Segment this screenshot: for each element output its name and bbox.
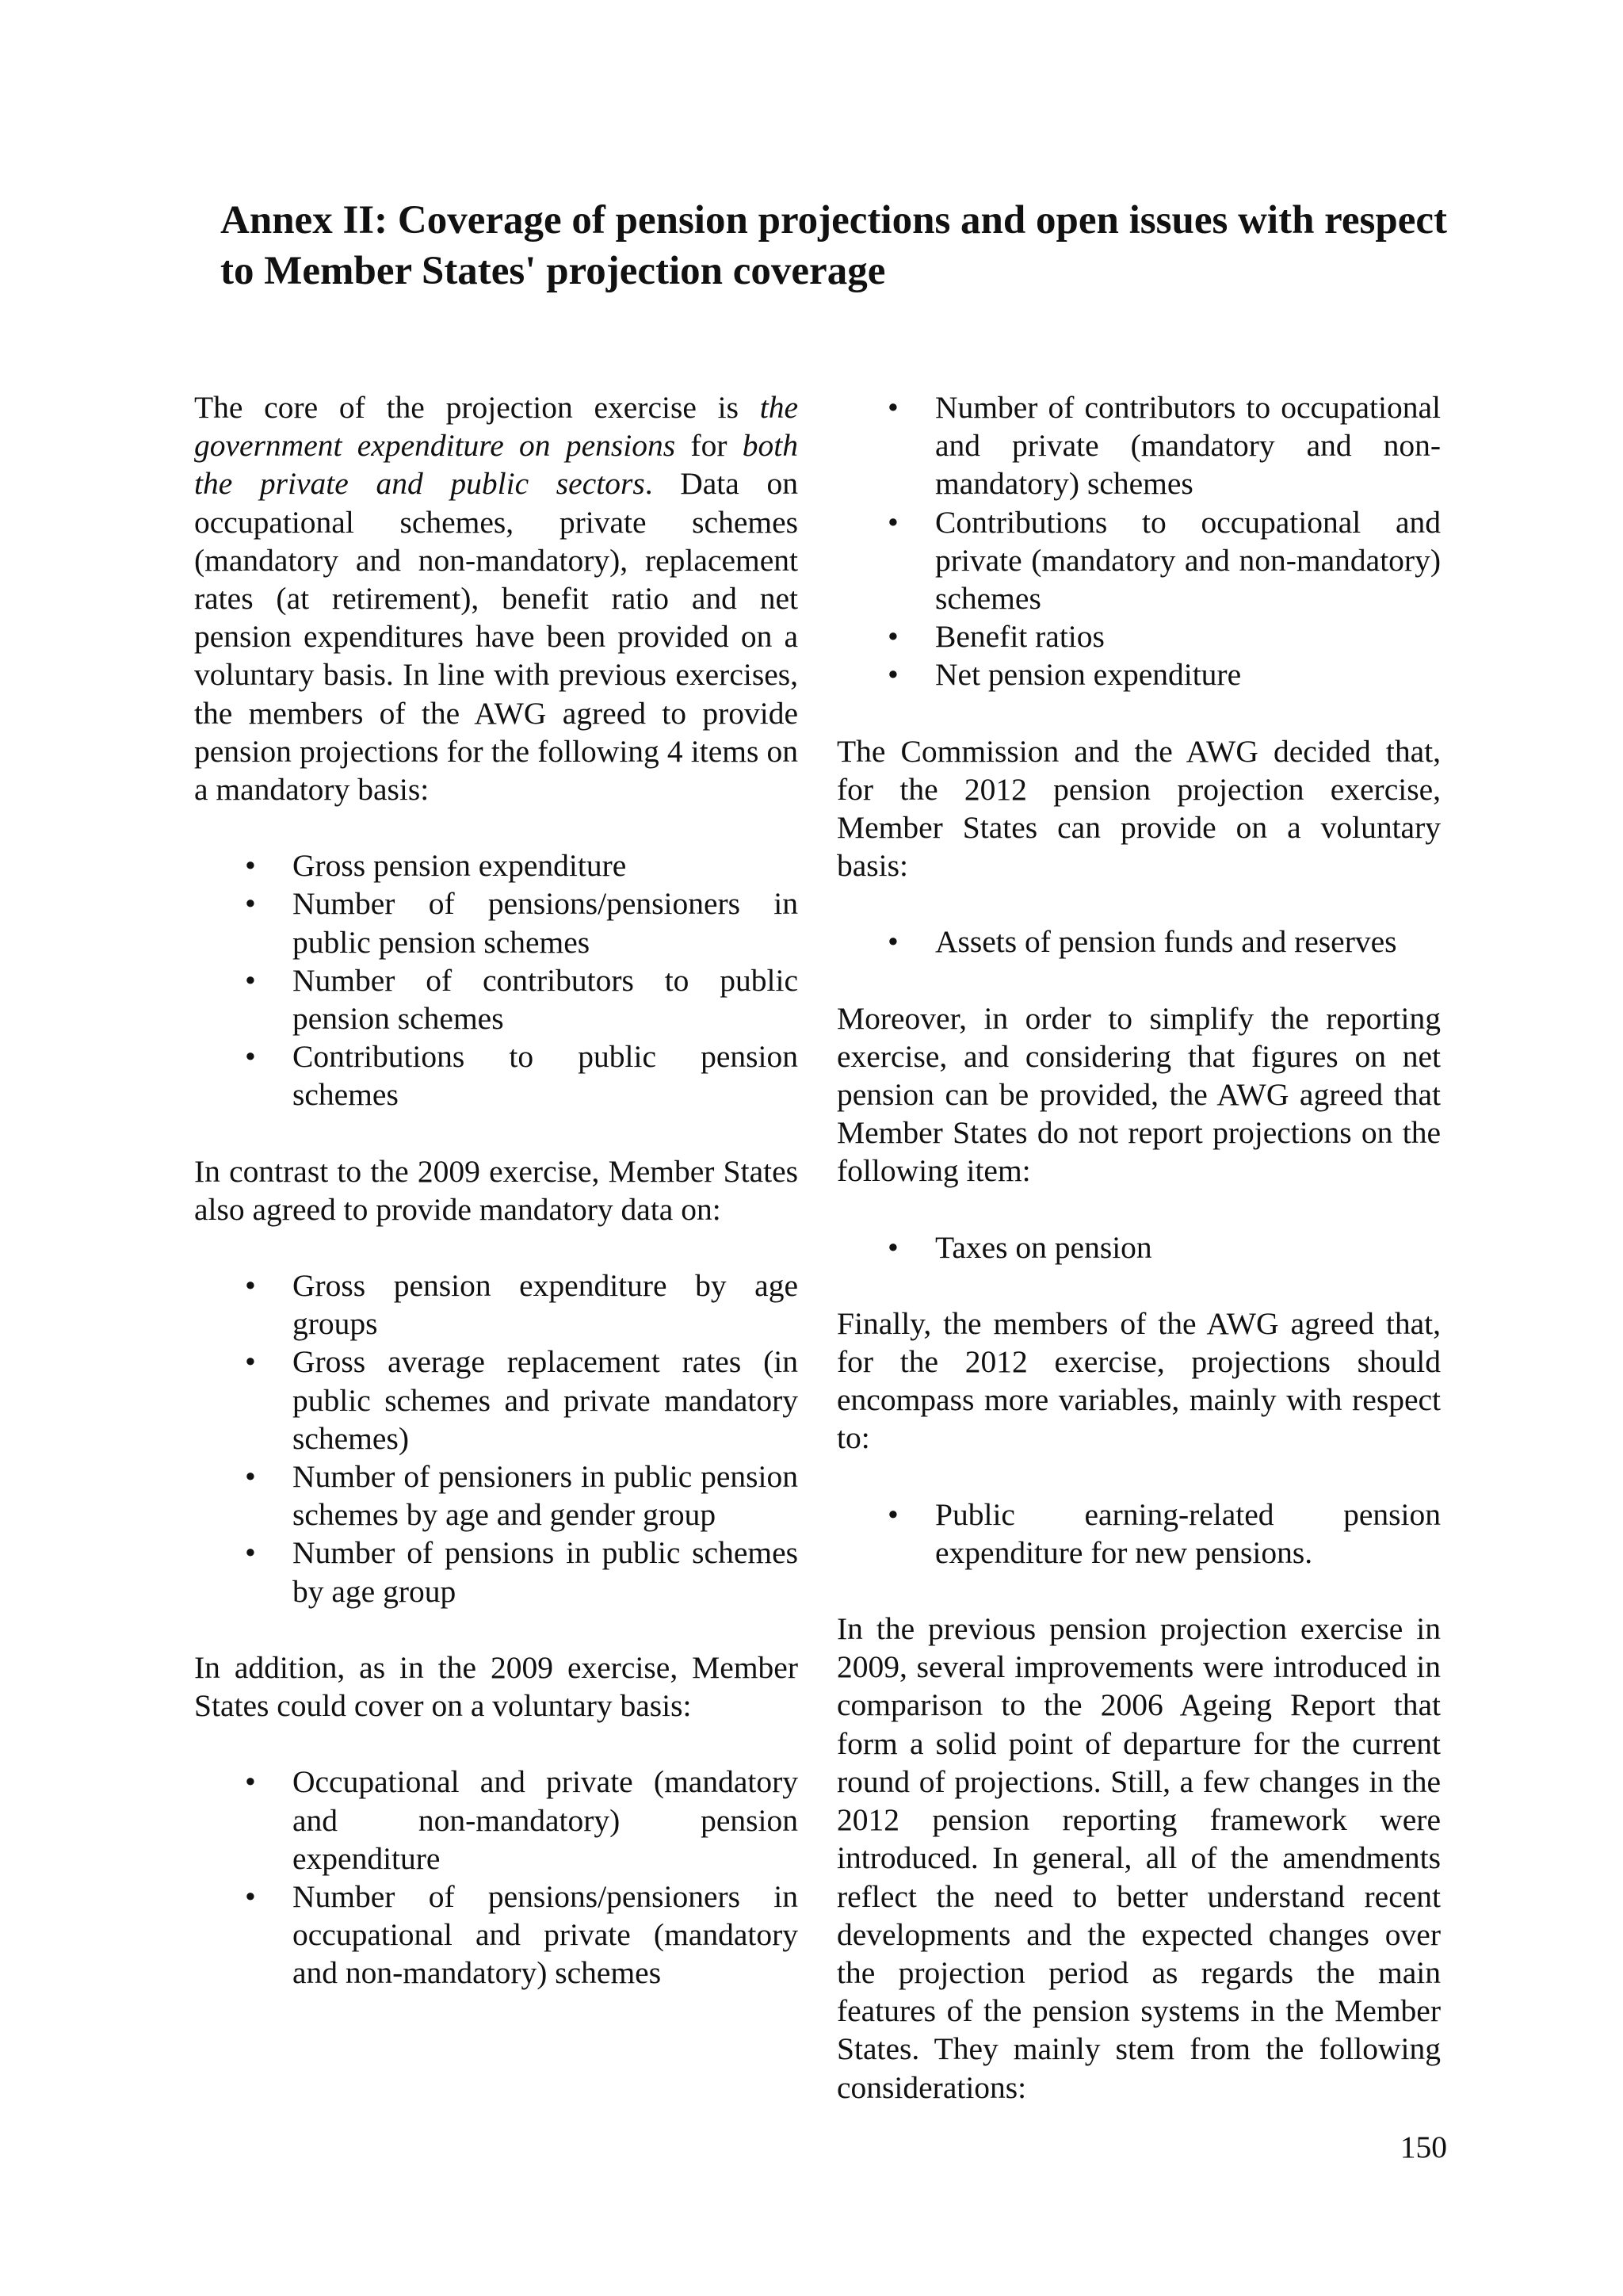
intro-text-2: for bbox=[675, 428, 743, 464]
list-item: • Net pension expenditure bbox=[935, 655, 1441, 693]
list-item: • Gross pension expenditure bbox=[292, 846, 798, 884]
list-item: • Number of pensioners in public pension schemes by age and gender group bbox=[292, 1457, 798, 1534]
taxes-items-list bbox=[837, 1228, 1441, 1266]
intro-text-1: The core of the projection exercise is bbox=[194, 390, 760, 425]
list-item: • Number of pensions/pensioners in public pension schemes bbox=[292, 884, 798, 961]
list-item: • Public earning-related pension expenditure for new pensions. bbox=[935, 1496, 1441, 1572]
left-column bbox=[194, 388, 798, 1992]
list-item: • Benefit ratios bbox=[935, 617, 1441, 655]
intro-emphasis-2: both the private and public sectors bbox=[194, 428, 799, 502]
list-item: • Contributions to occupational and private (mandatory and non-mandatory) schemes bbox=[935, 503, 1441, 618]
intro-paragraph bbox=[194, 388, 798, 808]
list-item: • Number of contributors to public pension schemes bbox=[292, 961, 798, 1037]
intro-text-3: . Data on occupational schemes, private schemes (mandatory and non-mandatory), replacement rates (at retirement), benefit ratio and net pension expenditures have been provided on a voluntary basis. In line with previous exercises, the members of the AWG agreed to provide pension projections for the following 4 items on a mandatory basis: bbox=[194, 466, 798, 808]
list-item: • Number of pensions/pensioners in occupational and private (mandatory and non-mandatory) schemes bbox=[292, 1878, 798, 1992]
intro-emphasis-1: the government expenditure on pensions bbox=[194, 390, 798, 464]
new-mandatory-items-list bbox=[194, 1266, 798, 1610]
list-item: • Gross pension expenditure by age groups bbox=[292, 1266, 798, 1343]
voluntary-items-list bbox=[194, 1763, 798, 1992]
list-item: • Taxes on pension bbox=[935, 1228, 1441, 1266]
assets-items-list bbox=[837, 923, 1441, 961]
voluntary-items-continued-list bbox=[837, 388, 1441, 694]
moreover-paragraph: Moreover, in order to simplify the reporting exercise, and considering that figures on net pension can be provided, the AWG agreed that Member States do not report projections on the following item: bbox=[837, 1000, 1441, 1189]
right-column bbox=[837, 388, 1441, 2107]
previous-paragraph: In the previous pension projection exercise in 2009, several improvements were introduced in comparison to the 2006 Ageing Report that form a solid point of departure for the current round of projections. Still, a few changes in the 2012 pension reporting framework were introduced. In general, all of the amendments reflect the need to better understand recent developments and the expected changes over the projection period as regards the main features of the pension systems in the Member States. They mainly stem from the following considerations: bbox=[837, 1611, 1441, 2105]
public-items-list bbox=[837, 1496, 1441, 1572]
list-item: • Number of pensions in public schemes by age group bbox=[292, 1534, 798, 1610]
page-title: Annex II: Coverage of pension projections and open issues with respect to Member States' projection coverage bbox=[220, 198, 1448, 293]
contrast-paragraph: In contrast to the 2009 exercise, Member States also agreed to provide mandatory data on: bbox=[194, 1153, 798, 1227]
addition-paragraph: In addition, as in the 2009 exercise, Member States could cover on a voluntary basis: bbox=[194, 1649, 798, 1724]
mandatory-items-list bbox=[194, 846, 798, 1114]
commission-paragraph: The Commission and the AWG decided that, for the 2012 pension projection exercise, Member States can provide on a voluntary basis: bbox=[837, 733, 1441, 884]
list-item: • Contributions to public pension schemes bbox=[292, 1037, 798, 1114]
list-item: • Occupational and private (mandatory and non-mandatory) pension expenditure bbox=[292, 1763, 798, 1878]
list-item: • Gross average replacement rates (in public schemes and private mandatory schemes) bbox=[292, 1343, 798, 1457]
finally-paragraph: Finally, the members of the AWG agreed that, for the 2012 exercise, projections should encompass more variables, mainly with respect to: bbox=[837, 1305, 1441, 1456]
list-item: • Number of contributors to occupational and private (mandatory and non-mandatory) schemes bbox=[935, 388, 1441, 503]
list-item: • Assets of pension funds and reserves bbox=[935, 923, 1441, 961]
page-number: 150 bbox=[1400, 2130, 1447, 2164]
